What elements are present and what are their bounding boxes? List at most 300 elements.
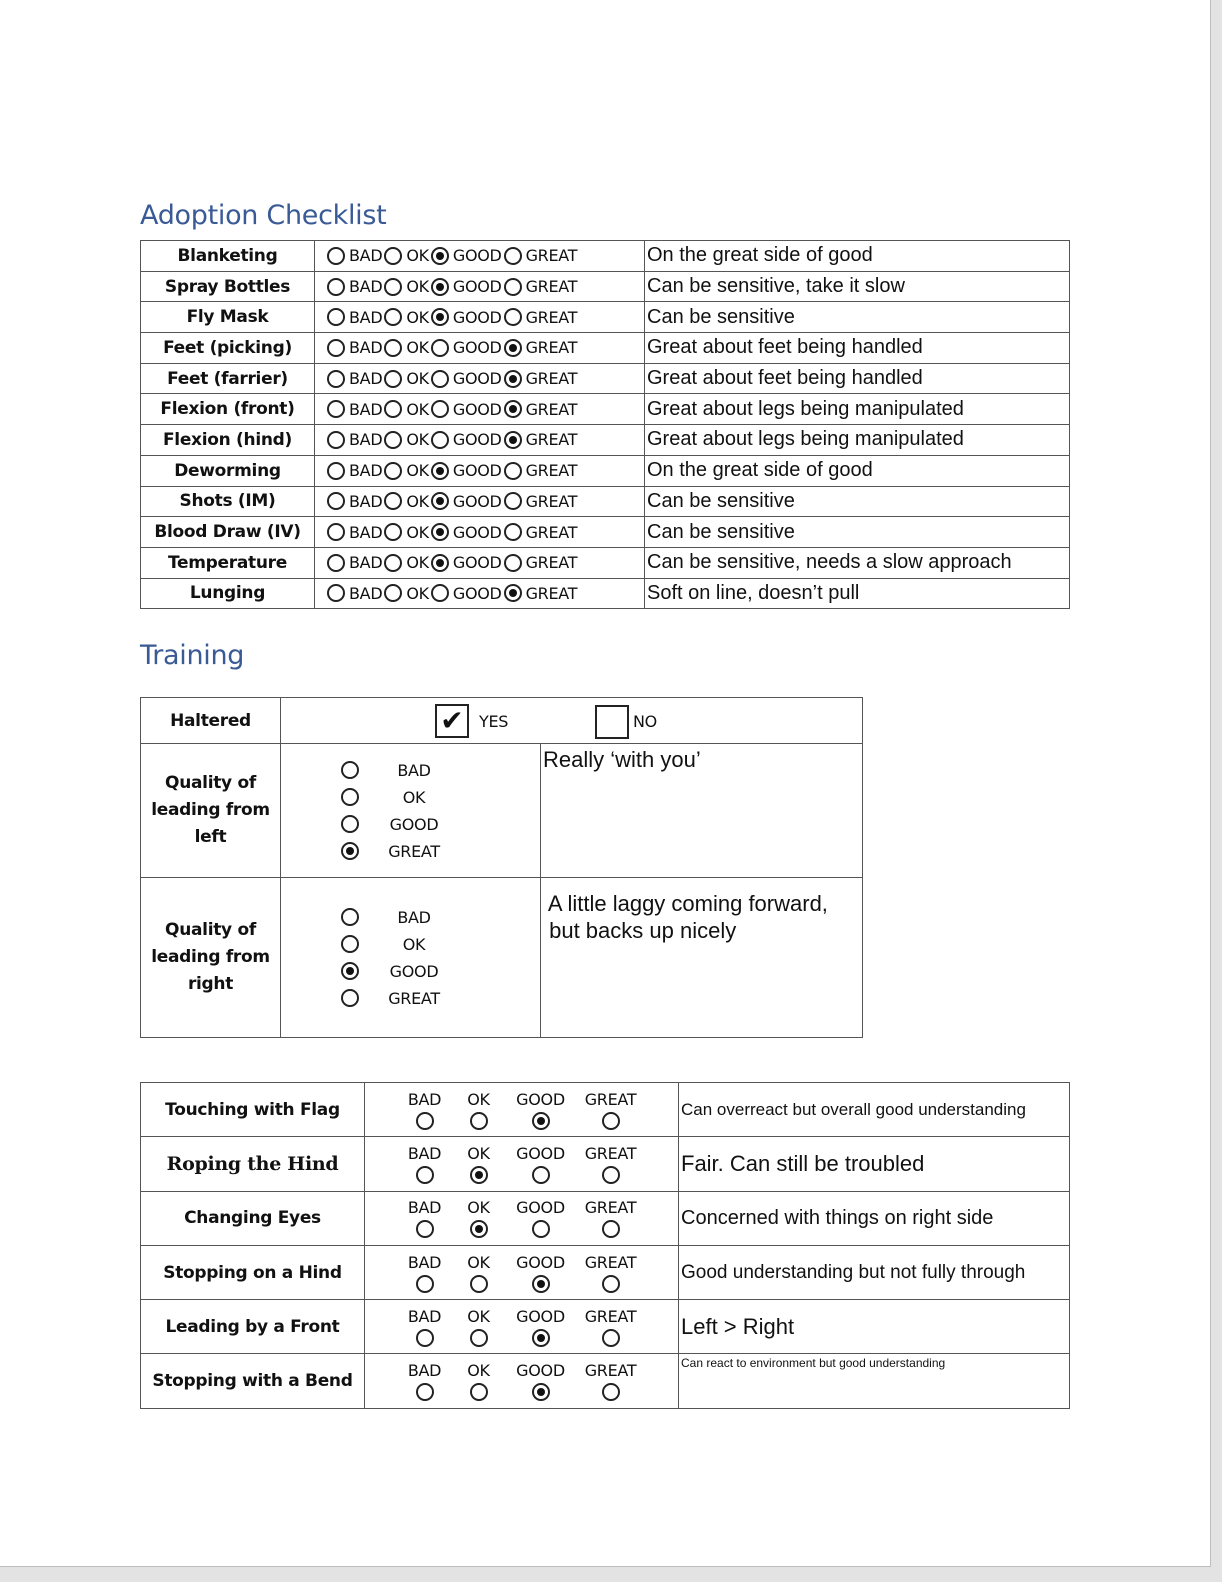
rating-option-good[interactable] (506, 1144, 576, 1184)
radio-great[interactable] (602, 1112, 620, 1130)
radio-good[interactable] (532, 1166, 550, 1184)
rating-option-great[interactable] (504, 369, 580, 388)
label-line: leading from (151, 800, 270, 820)
rating-option-great[interactable] (504, 277, 580, 296)
rating-option-good[interactable] (431, 430, 504, 449)
radio-good[interactable] (431, 462, 449, 480)
radio-great[interactable] (504, 339, 522, 357)
rating-option-great[interactable] (341, 985, 540, 1012)
option-label: OK (406, 522, 429, 542)
radio-bad[interactable] (327, 247, 345, 265)
rating-option-bad[interactable] (327, 492, 384, 511)
radio-bad[interactable] (327, 523, 345, 541)
rating-option-great[interactable] (576, 1307, 646, 1347)
rating-option-bad[interactable] (398, 1144, 452, 1184)
row-label: Feet (picking) (141, 333, 315, 364)
option-label: GOOD (516, 1143, 565, 1163)
option-label: OK (467, 1198, 490, 1218)
rating-option-great[interactable] (504, 338, 580, 357)
rating-option-ok[interactable] (452, 1253, 506, 1293)
comment-text: Can be sensitive (645, 302, 1070, 333)
radio-bad[interactable] (327, 584, 345, 602)
rating-option-ok[interactable] (452, 1144, 506, 1184)
row-label: Flexion (front) (141, 394, 315, 425)
radio-bad[interactable] (327, 278, 345, 296)
rating-option-great[interactable] (576, 1198, 646, 1238)
option-label: BAD (407, 1198, 442, 1218)
option-label: GREAT (525, 246, 578, 266)
skill-label: Leading by a Front (141, 1300, 365, 1354)
rating-option-ok[interactable] (341, 784, 540, 811)
radio-good[interactable] (431, 431, 449, 449)
row-label: Fly Mask (141, 302, 315, 333)
radio-ok[interactable] (384, 247, 402, 265)
rating-option-good[interactable] (506, 1307, 576, 1347)
table-row (141, 1245, 1070, 1299)
radio-bad[interactable] (416, 1275, 434, 1293)
table-row (141, 578, 1070, 609)
rating-options (315, 241, 645, 272)
radio-ok[interactable] (470, 1112, 488, 1130)
rating-option-good[interactable] (431, 492, 504, 511)
rating-option-bad[interactable] (327, 523, 384, 542)
comment-text: A little laggy coming forward, but backs up nicely (541, 878, 863, 1038)
rating-option-bad[interactable] (327, 338, 384, 357)
rating-option-great[interactable] (504, 584, 580, 603)
rating-option-good[interactable] (431, 369, 504, 388)
radio-good[interactable] (431, 278, 449, 296)
radio-ok[interactable] (384, 339, 402, 357)
rating-option-bad[interactable] (327, 461, 384, 480)
option-label: OK (406, 491, 429, 511)
radio-good[interactable] (532, 1329, 550, 1347)
radio-great[interactable] (504, 308, 522, 326)
rating-option-good[interactable] (341, 811, 540, 838)
option-label: GOOD (452, 246, 502, 266)
radio-good[interactable] (431, 584, 449, 602)
rating-option-ok[interactable] (384, 553, 431, 572)
option-label: BAD (397, 760, 431, 780)
option-label: GREAT (584, 1306, 637, 1326)
row-label: Temperature (141, 547, 315, 578)
rating-option-ok[interactable] (384, 492, 431, 511)
radio-great[interactable] (504, 400, 522, 418)
radio-ok[interactable] (384, 308, 402, 326)
comment-text: Can be sensitive, take it slow (645, 271, 1070, 302)
rating-options (315, 578, 645, 609)
rating-option-ok[interactable] (452, 1307, 506, 1347)
rating-option-great[interactable] (504, 553, 580, 572)
comment-text: Really ‘with you’ (541, 744, 863, 878)
option-label: OK (406, 277, 429, 297)
adoption-checklist-title: Adoption Checklist (140, 200, 387, 231)
option-label: BAD (349, 583, 383, 603)
radio-great[interactable] (602, 1275, 620, 1293)
option-label: BAD (349, 522, 383, 542)
rating-option-good[interactable] (506, 1090, 576, 1130)
radio-great[interactable] (602, 1166, 620, 1184)
comment-text: On the great side of good (645, 241, 1070, 272)
rating-option-bad[interactable] (398, 1198, 452, 1238)
radio-ok[interactable] (384, 431, 402, 449)
rating-option-good[interactable] (506, 1253, 576, 1293)
skill-rating (365, 1354, 679, 1408)
rating-option-good[interactable] (431, 461, 504, 480)
rating-options (365, 1144, 678, 1184)
option-label: BAD (397, 907, 431, 927)
radio-ok[interactable] (384, 278, 402, 296)
skill-rating (365, 1245, 679, 1299)
row-label: Lunging (141, 578, 315, 609)
radio-great[interactable] (504, 584, 522, 602)
table-row (141, 878, 863, 1038)
row-label: Flexion (hind) (141, 425, 315, 456)
radio-great[interactable] (341, 842, 359, 860)
radio-great[interactable] (504, 462, 522, 480)
radio-good[interactable] (431, 400, 449, 418)
radio-bad[interactable] (327, 400, 345, 418)
table-row (141, 744, 863, 878)
option-label: GREAT (388, 988, 440, 1008)
radio-good[interactable] (431, 523, 449, 541)
radio-bad[interactable] (327, 462, 345, 480)
rating-option-good[interactable] (341, 958, 540, 985)
rating-option-good[interactable] (431, 277, 504, 296)
haltered-options (281, 698, 863, 744)
comment-text: On the great side of good (645, 455, 1070, 486)
rating-option-ok[interactable] (452, 1198, 506, 1238)
option-label: BAD (349, 307, 383, 327)
rating-option-bad[interactable] (327, 369, 384, 388)
rating-option-ok[interactable] (384, 308, 431, 327)
option-label: GREAT (525, 307, 578, 327)
radio-bad[interactable] (416, 1329, 434, 1347)
option-label: GOOD (452, 553, 502, 573)
rating-options (315, 486, 645, 517)
radio-good[interactable] (431, 247, 449, 265)
option-label: GREAT (525, 461, 578, 481)
option-label: GOOD (516, 1252, 565, 1272)
comment-text: Concerned with things on right side (679, 1191, 1070, 1245)
radio-ok[interactable] (470, 1220, 488, 1238)
radio-ok[interactable] (470, 1329, 488, 1347)
leading-rating (281, 744, 541, 878)
radio-great[interactable] (504, 370, 522, 388)
option-label: GOOD (452, 277, 502, 297)
radio-great[interactable] (504, 247, 522, 265)
rating-option-bad[interactable] (327, 553, 384, 572)
rating-options (365, 1307, 678, 1347)
radio-ok[interactable] (384, 400, 402, 418)
option-label: BAD (407, 1361, 442, 1381)
rating-options (315, 425, 645, 456)
rating-option-great[interactable] (504, 430, 580, 449)
label-line: leading from (151, 947, 270, 967)
rating-option-bad[interactable] (341, 904, 540, 931)
radio-ok[interactable] (341, 935, 359, 953)
option-label: BAD (349, 430, 383, 450)
radio-bad[interactable] (341, 908, 359, 926)
radio-good[interactable] (532, 1220, 550, 1238)
comment-text: Great about legs being manipulated (645, 425, 1070, 456)
rating-option-great[interactable] (504, 308, 580, 327)
option-label: BAD (407, 1089, 442, 1109)
leading-label (141, 878, 281, 1038)
rating-options (315, 333, 645, 364)
radio-bad[interactable] (416, 1220, 434, 1238)
option-label: OK (467, 1252, 490, 1272)
radio-good[interactable] (341, 815, 359, 833)
table-row (141, 517, 1070, 548)
rating-options (365, 1198, 678, 1238)
radio-good[interactable] (431, 554, 449, 572)
table-row (141, 302, 1070, 333)
rating-option-great[interactable] (576, 1090, 646, 1130)
rating-option-bad[interactable] (327, 246, 384, 265)
rating-option-great[interactable] (504, 246, 580, 265)
radio-ok[interactable] (470, 1275, 488, 1293)
row-label: Deworming (141, 455, 315, 486)
rating-option-bad[interactable] (341, 757, 540, 784)
rating-option-great[interactable] (504, 400, 580, 419)
option-label: GREAT (584, 1252, 637, 1272)
rating-option-great[interactable] (504, 492, 580, 511)
option-label: OK (402, 787, 426, 807)
rating-option-great[interactable] (576, 1361, 646, 1401)
radio-great[interactable] (602, 1220, 620, 1238)
radio-good[interactable] (431, 339, 449, 357)
rating-option-ok[interactable] (384, 338, 431, 357)
option-label: GOOD (389, 961, 439, 981)
rating-option-great[interactable] (576, 1253, 646, 1293)
comment-text: Can overreact but overall good understanding (679, 1083, 1070, 1137)
option-label: GREAT (525, 522, 578, 542)
radio-great[interactable] (504, 523, 522, 541)
rating-options (365, 1361, 678, 1401)
rating-option-good[interactable] (431, 338, 504, 357)
option-label: GREAT (525, 553, 578, 573)
rating-option-great[interactable] (504, 461, 580, 480)
table-row (141, 394, 1070, 425)
option-label: GOOD (452, 338, 502, 358)
rating-option-bad[interactable] (327, 584, 384, 603)
radio-great[interactable] (602, 1329, 620, 1347)
option-label: GOOD (516, 1306, 565, 1326)
radio-bad[interactable] (327, 554, 345, 572)
comment-text: Left > Right (679, 1300, 1070, 1354)
rating-option-good[interactable] (431, 308, 504, 327)
table-row (141, 333, 1070, 364)
option-label: BAD (349, 491, 383, 511)
table-row (141, 425, 1070, 456)
radio-bad[interactable] (416, 1112, 434, 1130)
rating-option-good[interactable] (431, 584, 504, 603)
skill-label: Changing Eyes (141, 1191, 365, 1245)
radio-ok[interactable] (470, 1166, 488, 1184)
option-label: GOOD (516, 1361, 565, 1381)
rating-option-good[interactable] (506, 1198, 576, 1238)
rating-options (315, 363, 645, 394)
rating-option-ok[interactable] (452, 1361, 506, 1401)
rating-option-good[interactable] (431, 553, 504, 572)
radio-great[interactable] (504, 278, 522, 296)
label-line: left (194, 827, 227, 847)
radio-good[interactable] (532, 1275, 550, 1293)
comment-text: Can react to environment but good understanding (679, 1354, 1070, 1408)
haltered-no-checkbox[interactable] (595, 705, 629, 739)
rating-option-bad[interactable] (327, 430, 384, 449)
radio-good[interactable] (532, 1112, 550, 1130)
table-row (141, 1083, 1070, 1137)
radio-ok[interactable] (384, 584, 402, 602)
rating-option-ok[interactable] (452, 1090, 506, 1130)
option-label: GOOD (452, 430, 502, 450)
table-row (141, 455, 1070, 486)
rating-option-ok[interactable] (384, 246, 431, 265)
radio-good[interactable] (532, 1383, 550, 1401)
rating-options (315, 271, 645, 302)
option-label: GREAT (584, 1361, 637, 1381)
option-label: BAD (349, 461, 383, 481)
radio-great[interactable] (504, 492, 522, 510)
skill-rating (365, 1137, 679, 1191)
comment-text: Good understanding but not fully through (679, 1245, 1070, 1299)
rating-option-ok[interactable] (384, 369, 431, 388)
radio-great[interactable] (504, 554, 522, 572)
radio-bad[interactable] (341, 761, 359, 779)
rating-option-bad[interactable] (398, 1090, 452, 1130)
training-table (140, 697, 863, 1038)
rating-option-ok[interactable] (384, 461, 431, 480)
rating-option-ok[interactable] (384, 584, 431, 603)
label-line: Quality of (165, 773, 256, 793)
label-line: Quality of (165, 920, 256, 940)
radio-good[interactable] (431, 370, 449, 388)
rating-option-bad[interactable] (327, 400, 384, 419)
rating-options (315, 547, 645, 578)
option-label: BAD (349, 369, 383, 389)
rating-options (315, 394, 645, 425)
rating-options (281, 757, 540, 865)
rating-option-great[interactable] (504, 523, 580, 542)
row-label: Blood Draw (IV) (141, 517, 315, 548)
radio-ok[interactable] (384, 492, 402, 510)
option-label: BAD (349, 338, 383, 358)
option-label: GREAT (584, 1143, 637, 1163)
rating-options (315, 455, 645, 486)
rating-options (315, 517, 645, 548)
option-label: OK (467, 1306, 490, 1326)
radio-bad[interactable] (327, 370, 345, 388)
table-row (141, 1137, 1070, 1191)
option-label: OK (406, 369, 429, 389)
rating-option-ok[interactable] (384, 277, 431, 296)
option-label: GREAT (525, 430, 578, 450)
option-label: OK (406, 430, 429, 450)
comment-text: Can be sensitive, needs a slow approach (645, 547, 1070, 578)
haltered-label: Haltered (141, 698, 281, 744)
radio-ok[interactable] (384, 370, 402, 388)
radio-ok[interactable] (384, 523, 402, 541)
radio-bad[interactable] (327, 431, 345, 449)
comment-text: Can be sensitive (645, 486, 1070, 517)
radio-bad[interactable] (327, 492, 345, 510)
radio-good[interactable] (431, 308, 449, 326)
option-label: BAD (407, 1306, 442, 1326)
option-label: GOOD (452, 583, 502, 603)
rating-option-good[interactable] (431, 400, 504, 419)
radio-ok[interactable] (341, 788, 359, 806)
rating-option-ok[interactable] (384, 400, 431, 419)
option-label: GOOD (452, 522, 502, 542)
radio-bad[interactable] (416, 1166, 434, 1184)
table-row (141, 1300, 1070, 1354)
option-label: OK (467, 1361, 490, 1381)
option-label: OK (467, 1089, 490, 1109)
radio-ok[interactable] (470, 1383, 488, 1401)
option-label: BAD (407, 1143, 442, 1163)
rating-option-good[interactable] (506, 1361, 576, 1401)
radio-great[interactable] (341, 989, 359, 1007)
option-label: GOOD (516, 1089, 565, 1109)
option-label: BAD (407, 1252, 442, 1272)
comment-text: Soft on line, doesn’t pull (645, 578, 1070, 609)
option-label: GREAT (525, 583, 578, 603)
radio-ok[interactable] (384, 554, 402, 572)
radio-good[interactable] (431, 492, 449, 510)
rating-option-good[interactable] (431, 246, 504, 265)
leading-label (141, 744, 281, 878)
rating-option-great[interactable] (576, 1144, 646, 1184)
option-label: GREAT (525, 369, 578, 389)
radio-bad[interactable] (327, 339, 345, 357)
rating-options (281, 904, 540, 1012)
rating-option-bad[interactable] (398, 1253, 452, 1293)
haltered-yes-label: YES (479, 711, 509, 731)
comment-text: Great about legs being manipulated (645, 394, 1070, 425)
option-label: GOOD (452, 369, 502, 389)
rating-option-bad[interactable] (327, 277, 384, 296)
option-label: GREAT (388, 841, 440, 861)
rating-option-great[interactable] (341, 838, 540, 865)
haltered-yes-checkbox[interactable]: ✔ (435, 704, 469, 738)
radio-good[interactable] (341, 962, 359, 980)
option-label: GREAT (525, 338, 578, 358)
skills-table (140, 1082, 1070, 1409)
rating-option-ok[interactable] (341, 931, 540, 958)
radio-bad[interactable] (416, 1383, 434, 1401)
rating-option-ok[interactable] (384, 430, 431, 449)
rating-options (315, 302, 645, 333)
option-label: GREAT (525, 399, 578, 419)
option-label: OK (406, 338, 429, 358)
rating-option-good[interactable] (431, 523, 504, 542)
radio-great[interactable] (602, 1383, 620, 1401)
radio-great[interactable] (504, 431, 522, 449)
rating-option-ok[interactable] (384, 523, 431, 542)
rating-option-bad[interactable] (398, 1307, 452, 1347)
label-line: right (187, 974, 234, 994)
rating-option-bad[interactable] (327, 308, 384, 327)
comment-text: Great about feet being handled (645, 363, 1070, 394)
radio-ok[interactable] (384, 462, 402, 480)
option-label: OK (402, 934, 426, 954)
option-label: GOOD (452, 461, 502, 481)
skill-rating (365, 1191, 679, 1245)
radio-bad[interactable] (327, 308, 345, 326)
row-label: Spray Bottles (141, 271, 315, 302)
rating-option-bad[interactable] (398, 1361, 452, 1401)
